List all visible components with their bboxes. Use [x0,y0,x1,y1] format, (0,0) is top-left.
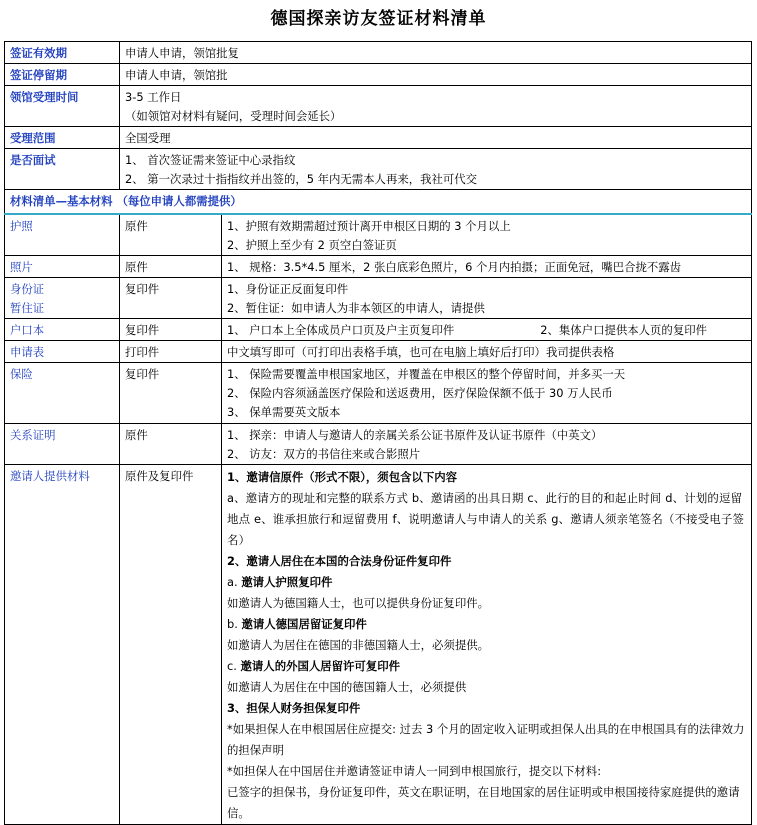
row-value [222,340,752,362]
row-value [120,64,752,86]
document-page [0,6,757,823]
row-value [120,42,752,64]
text-line: 如邀请人为居住在德国的非德国籍人士，必须提供。 [227,637,489,652]
text-line: 2、集体户口提供本人页的复印件 [540,322,707,337]
subheading-a [227,572,747,593]
row-label [5,362,120,423]
row-value [120,149,752,190]
page-title: 德国探亲访友签证材料清单 [270,9,487,29]
row-type: 原件 [120,255,222,277]
table-row [5,64,752,86]
table-row [5,214,752,256]
row-label [5,340,120,362]
text-line: 2、暂住证：如申请人为非本领区的申请人，请提供 [227,300,485,315]
label-line: 关系证明 [10,427,56,442]
label-line: 照片 [10,259,33,274]
text-line: 2、护照上至少有 2 页空白签证页 [227,237,397,252]
text-line: 1、身份证正反面复印件 [227,281,349,296]
text-line: （如领馆对材料有疑问，受理时间会延长） [125,109,342,123]
row-value [222,423,752,464]
table-row-inviter [5,464,752,824]
row-label: 受理范围 [5,127,120,149]
label-line: 申请表 [10,344,45,359]
label-line: 暂住证 [10,300,45,315]
paragraph: *如果担保人在申根国居住应提交: 过去 3 个月的固定收入证明或担保人出具的在申根国具有的法律效力的担保声明 [227,721,745,757]
item-title: 邀请人德国居留证复印件 [241,616,367,631]
text-line: 1、 户口本上全体成员户口页及户主页复印件 [227,322,455,337]
row-value [222,255,752,277]
text-line: 2、 保险内容须涵盖医疗保险和送返费用，医疗保险保额不低于 30 万人民币 [227,385,613,400]
table-row [5,362,752,423]
label-line: 身份证 [10,281,45,296]
text-line: 1、 首次签证需来签证中心录指纹 [125,153,296,167]
table-row [5,86,752,127]
row-label: 邀请人提供材料 [5,464,120,824]
row-type: 原件 [120,214,222,256]
item-title: 邀请人的外国人居留许可复印件 [240,658,400,673]
table-row [5,255,752,277]
table-row [5,318,752,340]
subheading: 1、邀请信原件（形式不限），须包含以下内容 [227,469,458,484]
text-line: 3、 保单需要英文版本 [227,404,341,419]
row-label: 签证有效期 [5,42,120,64]
table-row [5,340,752,362]
row-type: 原件 [120,423,222,464]
item-prefix: c. [227,658,237,673]
paragraph: 已签字的担保书，身份证复印件，英文在职证明，在目地国家的居住证明或申根国接待家庭提供的邀请信。 [227,784,740,820]
table-row [5,149,752,190]
section-header: 材料清单—基本材料 （每位申请人都需提供） [5,190,752,214]
paragraph: a、邀请方的现址和完整的联系方式 b、邀请函的出具日期 c、此行的目的和起止时间 d、计划的逗留地点 e、谁承担旅行和逗留费用 f、说明邀请人与申请人的关系 g、邀请人须亲笔签名（不接受电子签名） [227,490,745,547]
row-type: 复印件 [120,277,222,318]
subheading-c [227,656,747,677]
table-row [5,277,752,318]
subheading: 2、邀请人居住在本国的合法身份证件复印件 [227,553,452,568]
row-type: 原件及复印件 [120,464,222,824]
text-line: 如邀请人为德国籍人士，也可以提供身份证复印件。 [227,595,489,610]
row-label [5,277,120,318]
section-header-row [5,190,752,214]
row-value [120,127,752,149]
item-prefix: a. [227,574,238,589]
row-label: 签证停留期 [5,64,120,86]
paragraph: *如担保人在中国居住并邀请签证申请人一同到申根国旅行，提交以下材料: [227,763,602,778]
row-value [222,277,752,318]
text-line: 3-5 工作日 [125,90,182,104]
row-label: 领馆受理时间 [5,86,120,127]
table-row [5,42,752,64]
text-line: 申请人申请，领馆批 [125,68,228,82]
table-row [5,423,752,464]
label-line: 户口本 [10,322,45,337]
row-type: 复印件 [120,318,222,340]
subheading-b [227,614,747,635]
row-value [222,362,752,423]
subheading: 3、担保人财务担保复印件 [227,700,361,715]
text-line: 2、 第一次录过十指指纹并出签的，5 年内无需本人再来，我社可代交 [125,172,478,186]
row-label [5,318,120,340]
visa-materials-table [4,41,752,825]
text-line: 如邀请人为居住在中国的德国籍人士，必须提供 [227,679,467,694]
item-title: 邀请人护照复印件 [241,574,333,589]
label-line: 护照 [10,218,33,233]
item-prefix: b. [227,616,238,631]
row-label [5,214,120,256]
text-line: 中文填写即可（可打印出表格手填，也可在电脑上填好后打印）我司提供表格 [227,344,615,359]
label-line: 保险 [10,366,33,381]
row-label [5,423,120,464]
row-label: 是否面试 [5,149,120,190]
inviter-details [222,464,752,824]
row-type: 复印件 [120,362,222,423]
text-line: 申请人申请，领馆批复 [125,46,239,60]
row-value [222,214,752,256]
row-label [5,255,120,277]
text-line: 2、 访友：双方的书信往来或合影照片 [227,446,421,461]
row-type: 打印件 [120,340,222,362]
two-column-line [227,321,747,340]
text-line: 1、 保险需要覆盖申根国家地区，并覆盖在申根区的整个停留时间，并多买一天 [227,366,626,381]
table-row [5,127,752,149]
text-line: 1、 规格：3.5*4.5 厘米，2 张白底彩色照片，6 个月内拍摄；正面免冠，嘴巴合拢不露齿 [227,259,682,274]
text-line: 全国受理 [125,131,171,145]
text-line: 1、 探亲：申请人与邀请人的亲属关系公证书原件及认证书原件（中英文） [227,427,603,442]
row-value [120,86,752,127]
row-value [222,318,752,340]
text-line: 1、护照有效期需超过预计离开申根区日期的 3 个月以上 [227,218,511,233]
